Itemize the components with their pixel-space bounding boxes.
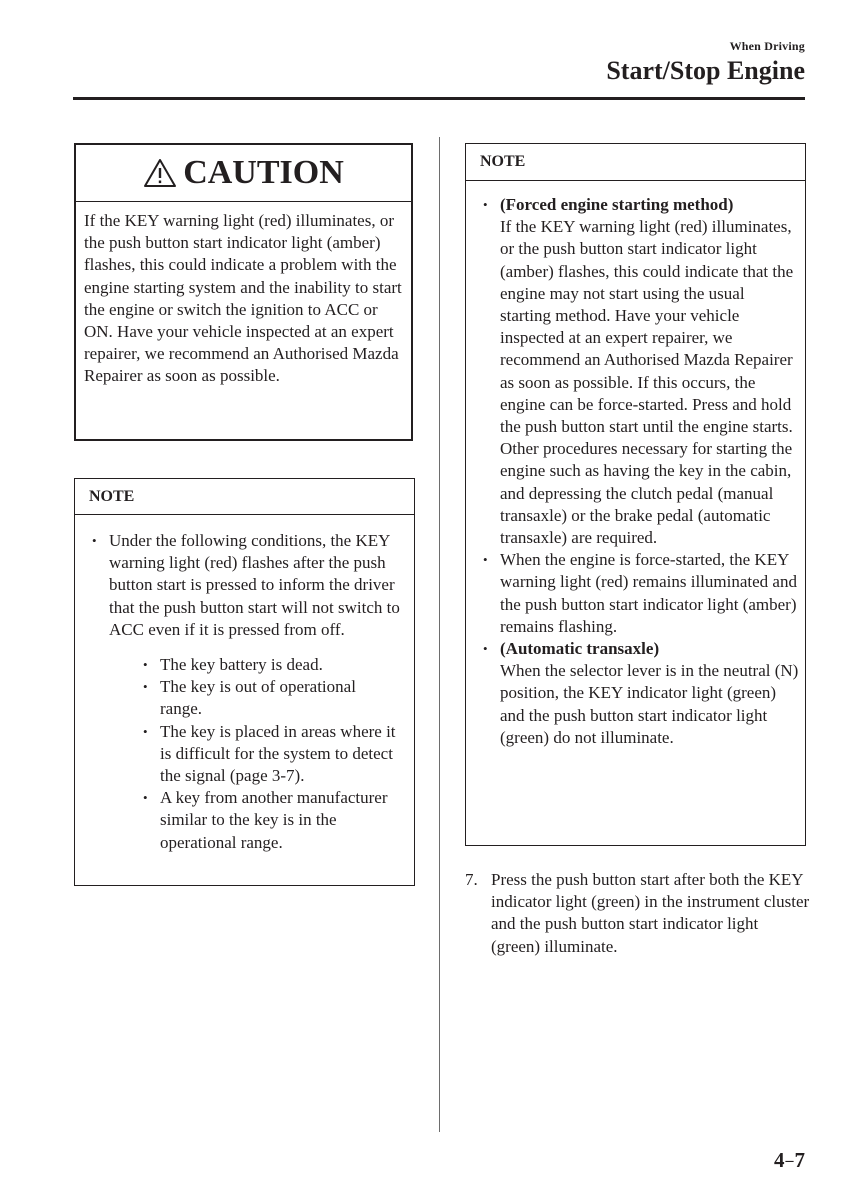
note-item-text: When the engine is force-started, the KEY warning light (red) remains illuminated and the push button start indicator light (amber) remains flashing. <box>500 550 797 636</box>
note-body-left <box>75 515 414 854</box>
page-number-separator: – <box>785 1152 794 1169</box>
note-bullet-list-right <box>466 194 805 749</box>
condition-item: • The key is out of operational range. <box>109 676 408 720</box>
note-header-right: NOTE <box>466 144 805 181</box>
condition-item: • The key battery is dead. <box>109 654 408 676</box>
note-intro-text: Under the following conditions, the KEY warning light (red) flashes after the push button start is pressed to inform the driver that the push button start will not switch to ACC even if it is pressed from off. <box>109 531 400 639</box>
note-item-forced-start <box>466 194 805 549</box>
note-bullet-list-left <box>75 530 414 854</box>
note-item-text: When the selector lever is in the neutral (N) position, the KEY indicator light (green) and the push button start indicator light (green) do not illuminate. <box>500 661 799 747</box>
note-item-heading: • (Automatic transaxle) <box>500 639 660 659</box>
caution-title: CAUTION <box>183 154 344 191</box>
note-box-right <box>465 143 806 846</box>
page-number <box>774 1148 805 1173</box>
note-header-left: NOTE <box>75 479 414 515</box>
condition-list <box>109 654 408 854</box>
warning-triangle-icon <box>143 158 177 188</box>
page-title: Start/Stop Engine <box>606 56 805 85</box>
caution-text: If the KEY warning light (red) illuminates, or the push button start indicator light (amber) flashes, this could indicate a problem with the engine starting system and the inability to start the engine or switch the ignition to ACC or ON. Have your vehicle inspected at an expert repairer, we recommend an Authorised Mazda Repairer as soon as possible. <box>84 211 402 386</box>
column-divider <box>439 137 440 1132</box>
condition-item: • A key from another manufacturer similar to the key is in the operational range. <box>109 787 408 854</box>
caution-header <box>76 145 411 202</box>
note-bullet-intro <box>75 530 414 854</box>
page-number-page: 7 <box>794 1148 805 1172</box>
section-label: When Driving <box>729 39 805 53</box>
caution-box <box>74 143 413 441</box>
note-box-left <box>74 478 415 886</box>
note-item-force-started <box>466 549 805 638</box>
page-number-chapter: 4 <box>774 1148 785 1172</box>
note-body-right <box>466 181 805 749</box>
step-text: Press the push button start after both the KEY indicator light (green) in the instrument cluster and the push button start indicator light (green) illuminate. <box>491 870 810 956</box>
header-rule <box>73 97 805 100</box>
note-item-automatic-transaxle <box>466 638 805 749</box>
condition-item: • The key is placed in areas where it is difficult for the system to detect the signal (page 3-7). <box>109 721 408 788</box>
step-number: 7. <box>465 870 478 889</box>
procedure-step <box>465 869 810 958</box>
note-item-text: If the KEY warning light (red) illuminates, or the push button start indicator light (amber) flashes, this could indicate that the engine may not start using the usual starting method. Have your vehicle inspected at an expert repairer, we recommend an Authorised Mazda Repairer as soon as possible. If this occurs, the engine can be force-started. Press and hold the push button start until the engine starts. Other procedures necessary for starting the engine such as having the key in the cabin, and depressing the clutch pedal (manual transaxle) or the brake pedal (automatic transaxle) are required. <box>500 217 794 548</box>
note-item-heading: • (Forced engine starting method) <box>500 195 734 214</box>
